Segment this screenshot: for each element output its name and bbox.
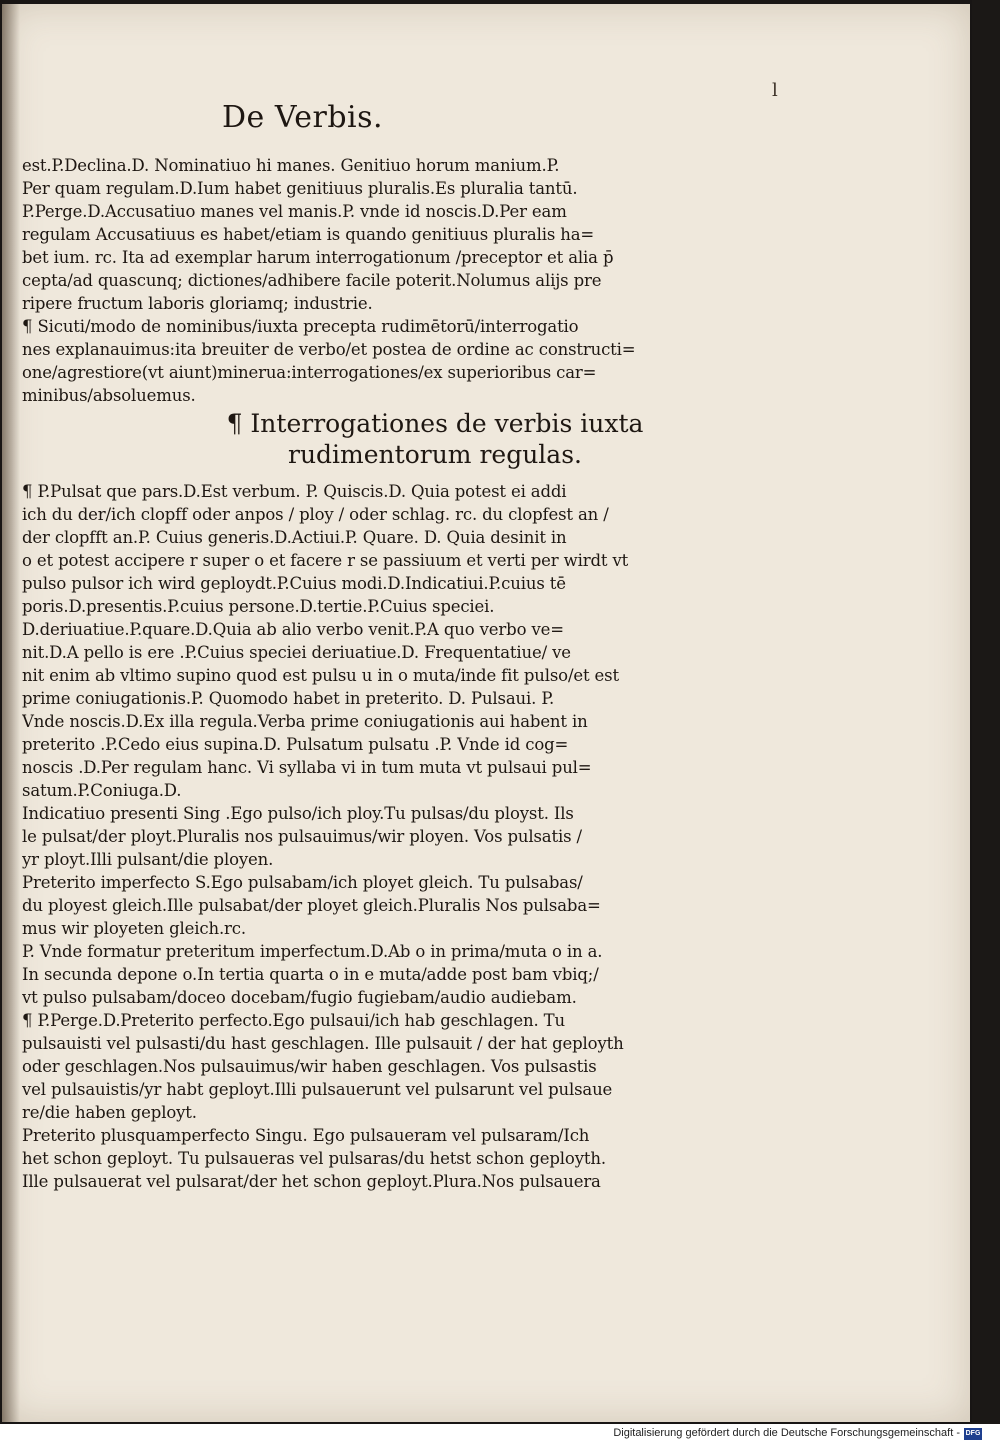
text-line: Preterito imperfecto S.Ego pulsabam/ich ployet gleich. Tu pulsabas/ — [22, 873, 583, 892]
text-line: pulso pulsor ich wird geploydt.P.Cuius modi.D.Indicatiui.P.cuius tē — [22, 574, 566, 593]
heading-line: ¶ Interrogationes de verbis iuxta — [226, 409, 644, 438]
text-line: poris.D.presentis.P.cuius persone.D.tertie.P.Cuius speciei. — [22, 597, 495, 616]
text-line: ¶ P.Perge.D.Preterito perfecto.Ego pulsaui/ich hab geschlagen. Tu — [22, 1011, 565, 1030]
text-line: ich du der/ich clopff oder anpos / ploy / oder schlag. rc. du clopfest an / — [22, 505, 609, 524]
text-line: preterito .P.Cedo eius supina.D. Pulsatum pulsatu .P. Vnde id cog= — [22, 735, 569, 754]
text-line: P. Vnde formatur preteritum imperfectum.D.Ab o in prima/muta o in a. — [22, 942, 603, 961]
text-line: ¶ P.Pulsat que pars.D.Est verbum. P. Quiscis.D. Quia potest ei addi — [22, 482, 567, 501]
paragraph-block-1 — [22, 154, 722, 407]
dfg-logo-icon: DFG — [964, 1428, 982, 1440]
text-line: ripere fructum laboris gloriamq; industrie. — [22, 294, 373, 313]
text-line: regulam Accusatiuus es habet/etiam is quando genitiuus pluralis ha= — [22, 225, 595, 244]
text-line: Ille pulsauerat vel pulsarat/der het schon geployt.Plura.Nos pulsauera — [22, 1172, 601, 1191]
text-line: Vnde noscis.D.Ex illa regula.Verba prime coniugationis aui habent in — [22, 712, 588, 731]
text-line: du ployest gleich.Ille pulsabat/der ployet gleich.Pluralis Nos pulsaba= — [22, 896, 601, 915]
text-line: re/die haben geployt. — [22, 1103, 197, 1122]
text-line: oder geschlagen.Nos pulsauimus/wir haben geschlagen. Vos pulsastis — [22, 1057, 597, 1076]
text-line: cepta/ad quascunq; dictiones/adhibere facile poterit.Nolumus alijs pre — [22, 271, 602, 290]
text-line: ¶ Sicuti/modo de nominibus/iuxta precepta rudimētorū/interrogatio — [22, 317, 579, 336]
text-line: het schon geployt. Tu pulsaueras vel pulsaras/du hetst schon geployth. — [22, 1149, 606, 1168]
text-line: le pulsat/der ployt.Pluralis nos pulsauimus/wir ployen. Vos pulsatis / — [22, 827, 582, 846]
text-line: satum.P.Coniuga.D. — [22, 781, 182, 800]
text-line: prime coniugationis.P. Quomodo habet in preterito. D. Pulsaui. P. — [22, 689, 555, 708]
heading-line: rudimentorum regulas. — [288, 440, 582, 469]
text-line: pulsauisti vel pulsasti/du hast geschlagen. Ille pulsauit / der hat geployth — [22, 1034, 624, 1053]
text-line: mus wir ployeten gleich.rc. — [22, 919, 246, 938]
text-line: nes explanauimus:ita breuiter de verbo/et postea de ordine ac constructi= — [22, 340, 636, 359]
text-line: der clopfft an.P. Cuius generis.D.Actiui.P. Quare. D. Quia desinit in — [22, 528, 567, 547]
text-line: P.Perge.D.Accusatiuo manes vel manis.P. vnde id noscis.D.Per eam — [22, 202, 567, 221]
text-line: Per quam regulam.D.Ium habet genitiuus pluralis.Es pluralia tantū. — [22, 179, 578, 198]
text-line: minibus/absoluemus. — [22, 386, 196, 405]
text-line: one/agrestiore(vt aiunt)minerua:interrogationes/ex superioribus car= — [22, 363, 597, 382]
text-line: Indicatiuo presenti Sing .Ego pulso/ich ploy.Tu pulsas/du ployst. Ils — [22, 804, 574, 823]
text-line: nit enim ab vltimo supino quod est pulsu u in o muta/inde fit pulso/et est — [22, 666, 619, 685]
text-line: D.deriuatiue.P.quare.D.Quia ab alio verbo venit.P.A quo verbo ve= — [22, 620, 564, 639]
margin-mark: l — [772, 80, 778, 101]
text-line: est.P.Declina.D. Nominatiuo hi manes. Genitiuo horum manium.P. — [22, 156, 560, 175]
text-line: bet ium. rc. Ita ad exemplar harum interrogationum /preceptor et alia p̄ — [22, 248, 614, 267]
text-line: yr ployt.Illi pulsant/die ployen. — [22, 850, 274, 869]
running-title: De Verbis. — [222, 100, 384, 135]
scan-edge-band — [972, 0, 1000, 1424]
text-line: vt pulso pulsabam/doceo docebam/fugio fugiebam/audio audiebam. — [22, 988, 577, 1007]
text-line: o et potest accipere r super o et facere r se passiuum et verti per wirdt vt — [22, 551, 629, 570]
digitization-credit: Digitalisierung gefördert durch die Deutsche Forschungsgemeinschaft - — [613, 1427, 960, 1439]
paragraph-block-2 — [22, 480, 722, 1193]
text-line: In secunda depone o.In tertia quarta o in e muta/adde post bam vbiq;/ — [22, 965, 599, 984]
binding-shadow — [2, 4, 20, 1422]
text-line: vel pulsauistis/yr habt geployt.Illi pulsauerunt vel pulsarunt vel pulsaue — [22, 1080, 613, 1099]
text-line: noscis .D.Per regulam hanc. Vi syllaba vi in tum muta vt pulsaui pul= — [22, 758, 592, 777]
text-line: Preterito plusquamperfecto Singu. Ego pulsaueram vel pulsaram/Ich — [22, 1126, 590, 1145]
section-heading — [155, 408, 715, 470]
text-line: nit.D.A pello is ere .P.Cuius speciei deriuatiue.D. Frequentatiue/ ve — [22, 643, 571, 662]
